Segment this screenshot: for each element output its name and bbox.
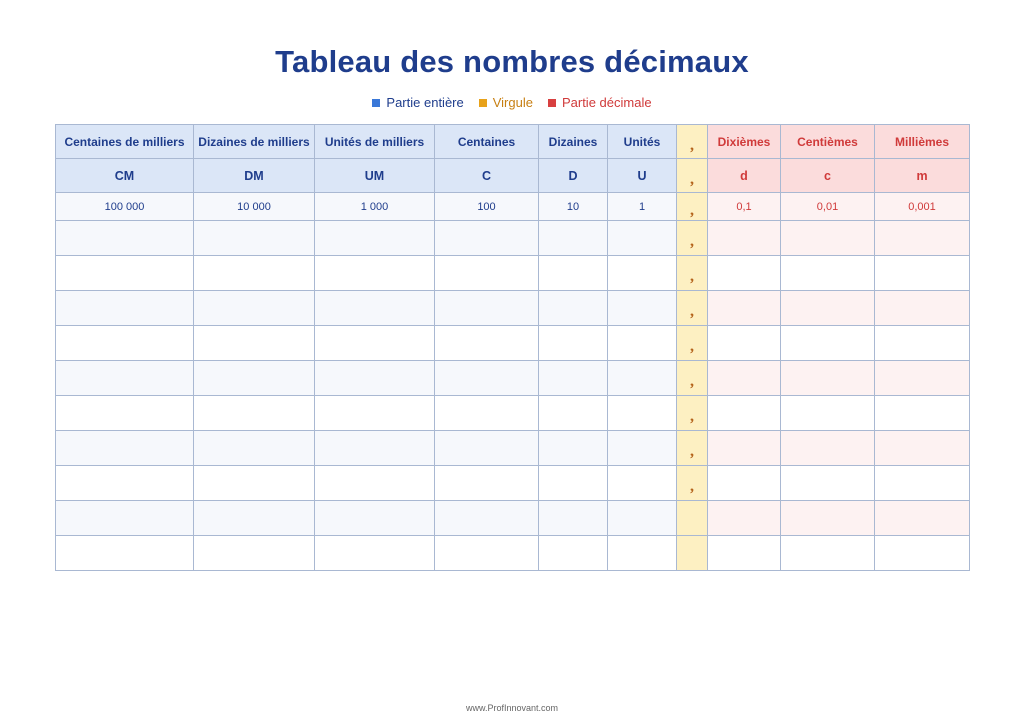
decimal-cell[interactable] <box>781 221 875 256</box>
integer-cell[interactable] <box>315 361 435 396</box>
header-cm: Centaines de milliers <box>56 125 194 159</box>
comma-cell[interactable] <box>677 536 708 571</box>
integer-cell[interactable] <box>194 431 315 466</box>
integer-cell[interactable] <box>608 396 677 431</box>
integer-cell[interactable] <box>608 466 677 501</box>
table-row <box>56 501 970 536</box>
integer-cell[interactable] <box>315 431 435 466</box>
decimal-cell[interactable] <box>781 466 875 501</box>
decimal-cell[interactable] <box>875 291 970 326</box>
table-row <box>56 326 970 361</box>
decimal-cell[interactable] <box>875 536 970 571</box>
integer-cell[interactable] <box>56 536 194 571</box>
decimal-cell[interactable] <box>708 396 781 431</box>
comma-glyph: , <box>690 443 694 460</box>
decimal-cell[interactable] <box>708 431 781 466</box>
integer-cell[interactable] <box>194 256 315 291</box>
abbr-d: D <box>539 159 608 193</box>
decimal-cell[interactable] <box>781 396 875 431</box>
integer-cell[interactable] <box>194 466 315 501</box>
legend-swatch-integer <box>372 99 380 107</box>
decimal-cell[interactable] <box>781 431 875 466</box>
decimal-cell[interactable] <box>781 291 875 326</box>
header-um: Unités de milliers <box>315 125 435 159</box>
comma-cell[interactable] <box>677 361 708 396</box>
header-dm: Dizaines de milliers <box>194 125 315 159</box>
integer-cell[interactable] <box>435 291 539 326</box>
comma-glyph: , <box>690 136 694 154</box>
integer-cell[interactable] <box>194 326 315 361</box>
integer-cell[interactable] <box>608 326 677 361</box>
decimal-place-value-table <box>55 124 970 571</box>
abbr-comma <box>677 159 708 193</box>
decimal-cell[interactable] <box>875 501 970 536</box>
footer-website: www.ProfInnovant.com <box>465 703 559 713</box>
table-row <box>56 221 970 256</box>
value-centiemes: 0,01 <box>781 193 875 221</box>
integer-cell[interactable] <box>539 326 608 361</box>
value-dixiemes: 0,1 <box>708 193 781 221</box>
integer-cell[interactable] <box>315 501 435 536</box>
decimal-cell[interactable] <box>875 326 970 361</box>
legend-item-comma <box>479 95 533 110</box>
comma-cell[interactable] <box>677 256 708 291</box>
comma-cell[interactable] <box>677 221 708 256</box>
integer-cell[interactable] <box>435 361 539 396</box>
decimal-cell[interactable] <box>708 326 781 361</box>
decimal-cell[interactable] <box>875 431 970 466</box>
value-comma <box>677 193 708 221</box>
comma-cell[interactable] <box>677 396 708 431</box>
comma-cell[interactable] <box>677 326 708 361</box>
integer-cell[interactable] <box>56 256 194 291</box>
integer-cell[interactable] <box>539 361 608 396</box>
integer-cell[interactable] <box>539 221 608 256</box>
abbr-dm: DM <box>194 159 315 193</box>
decimal-cell[interactable] <box>875 361 970 396</box>
integer-cell[interactable] <box>315 536 435 571</box>
integer-cell[interactable] <box>194 221 315 256</box>
integer-cell[interactable] <box>608 431 677 466</box>
integer-cell[interactable] <box>539 256 608 291</box>
decimal-cell[interactable] <box>708 536 781 571</box>
integer-cell[interactable] <box>56 466 194 501</box>
decimal-cell[interactable] <box>781 326 875 361</box>
comma-cell[interactable] <box>677 466 708 501</box>
integer-cell[interactable] <box>539 466 608 501</box>
integer-cell[interactable] <box>608 501 677 536</box>
integer-cell[interactable] <box>56 501 194 536</box>
table-row <box>56 291 970 326</box>
comma-glyph: , <box>690 268 694 285</box>
header-comma <box>677 125 708 159</box>
integer-cell[interactable] <box>56 291 194 326</box>
decimal-cell[interactable] <box>781 256 875 291</box>
header-centiemes: Centièmes <box>781 125 875 159</box>
table-row <box>56 536 970 571</box>
comma-cell[interactable] <box>677 291 708 326</box>
value-dm: 10 000 <box>194 193 315 221</box>
integer-cell[interactable] <box>194 291 315 326</box>
integer-cell[interactable] <box>56 431 194 466</box>
table-row <box>56 466 970 501</box>
decimal-cell[interactable] <box>875 466 970 501</box>
comma-glyph: , <box>690 233 694 250</box>
integer-cell[interactable] <box>315 221 435 256</box>
integer-cell[interactable] <box>194 396 315 431</box>
legend-item-integer <box>372 95 463 110</box>
decimal-cell[interactable] <box>875 396 970 431</box>
integer-cell[interactable] <box>435 536 539 571</box>
decimal-cell[interactable] <box>781 536 875 571</box>
value-row <box>56 193 970 221</box>
integer-cell[interactable] <box>315 466 435 501</box>
integer-cell[interactable] <box>56 396 194 431</box>
abbr-um: UM <box>315 159 435 193</box>
header-dixiemes: Dixièmes <box>708 125 781 159</box>
decimal-cell[interactable] <box>875 256 970 291</box>
decimal-cell[interactable] <box>781 501 875 536</box>
integer-cell[interactable] <box>194 361 315 396</box>
abbr-c: C <box>435 159 539 193</box>
integer-cell[interactable] <box>435 466 539 501</box>
legend-label-integer: Partie entière <box>386 95 464 110</box>
header-row <box>56 125 970 159</box>
integer-cell[interactable] <box>435 326 539 361</box>
integer-cell[interactable] <box>435 431 539 466</box>
decimal-cell[interactable] <box>781 361 875 396</box>
value-c: 100 <box>435 193 539 221</box>
integer-cell[interactable] <box>608 256 677 291</box>
integer-cell[interactable] <box>608 291 677 326</box>
legend <box>0 95 1024 110</box>
abbr-c-lower: c <box>781 159 875 193</box>
header-c: Centaines <box>435 125 539 159</box>
value-cm: 100 000 <box>56 193 194 221</box>
integer-cell[interactable] <box>435 396 539 431</box>
comma-cell[interactable] <box>677 431 708 466</box>
integer-cell[interactable] <box>539 501 608 536</box>
decimal-cell[interactable] <box>708 361 781 396</box>
integer-cell[interactable] <box>539 431 608 466</box>
integer-cell[interactable] <box>56 221 194 256</box>
integer-cell[interactable] <box>608 536 677 571</box>
decimal-cell[interactable] <box>708 291 781 326</box>
header-u: Unités <box>608 125 677 159</box>
comma-glyph: , <box>690 303 694 320</box>
comma-glyph: , <box>690 170 694 188</box>
decimal-cell[interactable] <box>875 221 970 256</box>
page-title: Tableau des nombres décimaux <box>275 44 749 79</box>
comma-glyph: , <box>690 408 694 425</box>
table-row <box>56 396 970 431</box>
integer-cell[interactable] <box>539 536 608 571</box>
comma-glyph: , <box>690 373 694 390</box>
value-u: 1 <box>608 193 677 221</box>
legend-swatch-decimal <box>548 99 556 107</box>
comma-cell[interactable] <box>677 501 708 536</box>
integer-cell[interactable] <box>315 396 435 431</box>
value-d: 10 <box>539 193 608 221</box>
table-row <box>56 256 970 291</box>
header-d: Dizaines <box>539 125 608 159</box>
integer-cell[interactable] <box>56 326 194 361</box>
legend-swatch-comma <box>479 99 487 107</box>
abbr-u: U <box>608 159 677 193</box>
integer-cell[interactable] <box>56 361 194 396</box>
integer-cell[interactable] <box>608 361 677 396</box>
legend-label-comma: Virgule <box>492 95 533 110</box>
integer-cell[interactable] <box>194 501 315 536</box>
abbr-cm: CM <box>56 159 194 193</box>
integer-cell[interactable] <box>608 221 677 256</box>
header-milliemes: Millièmes <box>875 125 970 159</box>
value-um: 1 000 <box>315 193 435 221</box>
comma-glyph: , <box>690 478 694 495</box>
decimal-cell[interactable] <box>708 501 781 536</box>
abbr-m-lower: m <box>875 159 970 193</box>
value-milliemes: 0,001 <box>875 193 970 221</box>
integer-cell[interactable] <box>539 291 608 326</box>
comma-glyph: , <box>690 338 694 355</box>
integer-cell[interactable] <box>194 536 315 571</box>
legend-item-decimal <box>548 95 652 110</box>
abbreviation-row <box>56 159 970 193</box>
decimal-cell[interactable] <box>708 256 781 291</box>
table-row <box>56 431 970 466</box>
integer-cell[interactable] <box>435 221 539 256</box>
integer-cell[interactable] <box>435 256 539 291</box>
legend-label-decimal: Partie décimale <box>561 95 652 110</box>
table-row <box>56 361 970 396</box>
integer-cell[interactable] <box>315 291 435 326</box>
integer-cell[interactable] <box>539 396 608 431</box>
abbr-d-lower: d <box>708 159 781 193</box>
integer-cell[interactable] <box>435 501 539 536</box>
integer-cell[interactable] <box>315 326 435 361</box>
decimal-cell[interactable] <box>708 221 781 256</box>
comma-glyph: , <box>690 201 694 219</box>
integer-cell[interactable] <box>315 256 435 291</box>
decimal-cell[interactable] <box>708 466 781 501</box>
